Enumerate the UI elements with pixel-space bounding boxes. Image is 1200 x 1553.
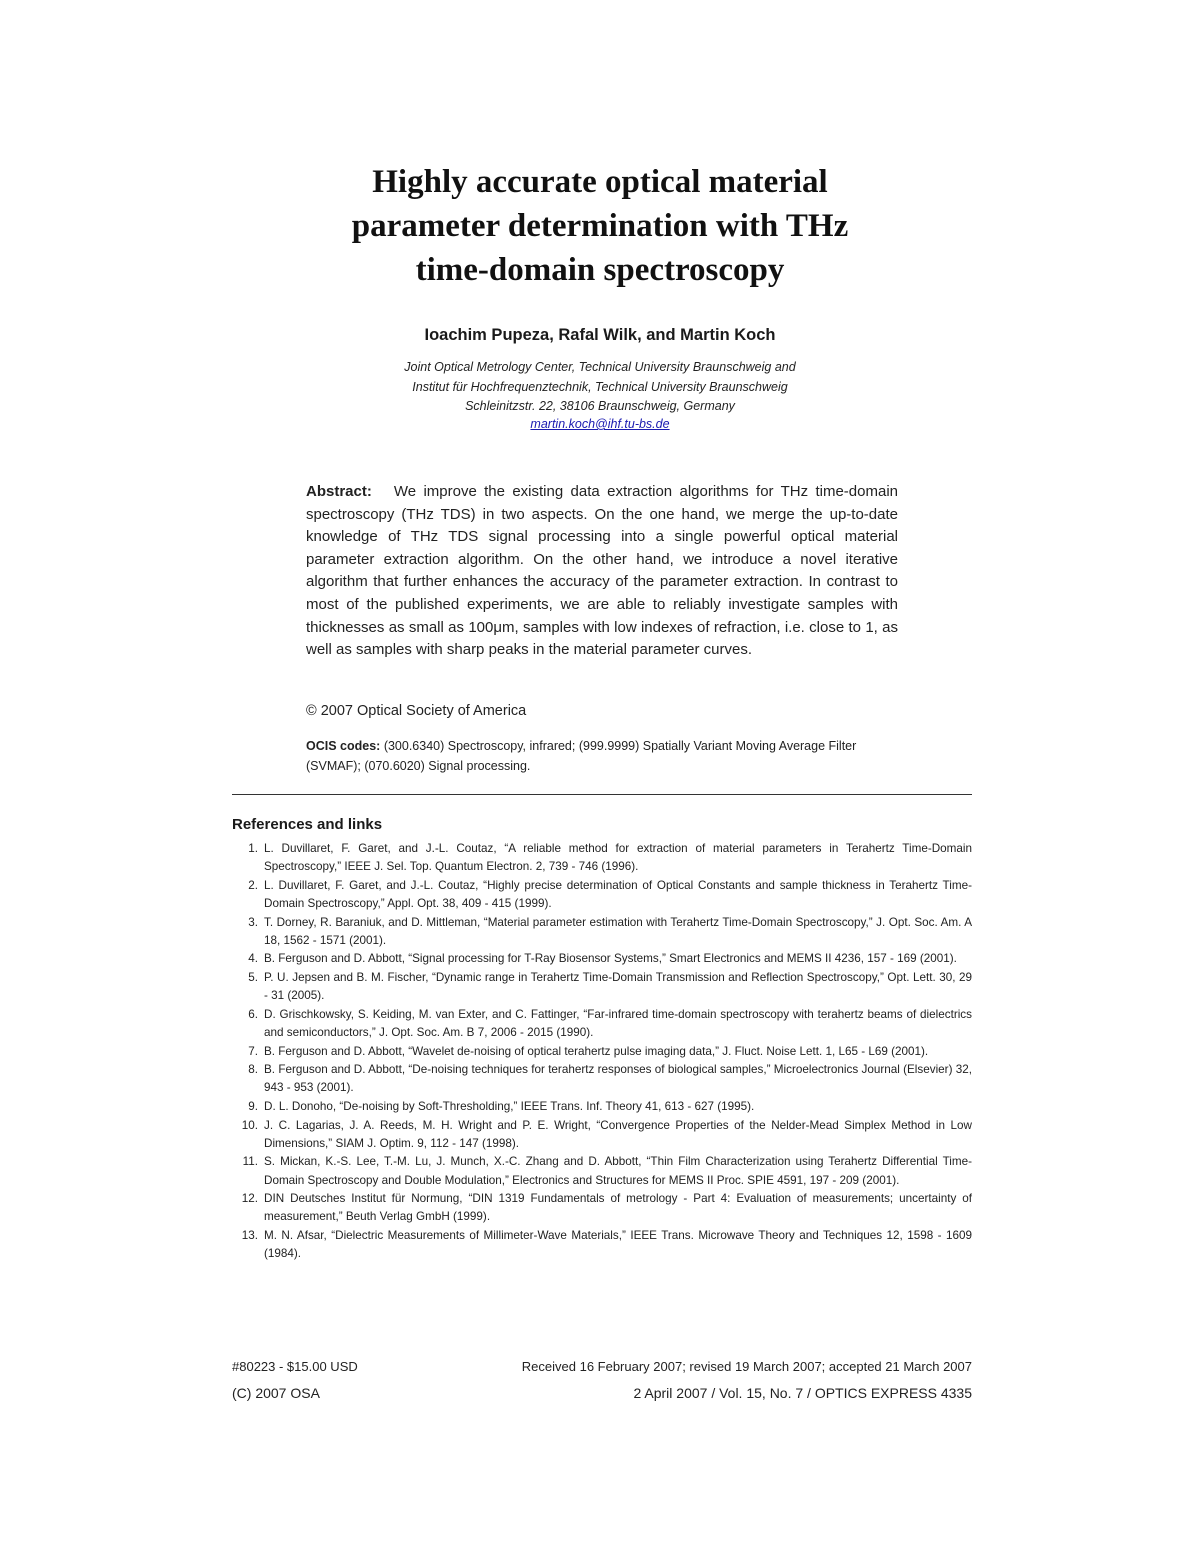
reference-item (232, 914, 972, 950)
reference-item (232, 969, 972, 1005)
reference-item (232, 1227, 972, 1263)
reference-text: P. U. Jepsen and B. M. Fischer, “Dynamic range in Terahertz Time-Domain Transmission and Reflection Spectroscopy,” Opt. Lett. 30, 29 - 31 (2005). (264, 970, 972, 1003)
abstract-text: We improve the existing data extraction algorithms for THz time-domain spectroscopy (THz TDS) in two aspects. On the one hand, we merge the up-to-date knowledge of THz TDS signal processing into a single powerful optical material parameter extraction algorithm. On the other hand, we introduce a novel iterative algorithm that further enhances the accuracy of the parameter extraction. In contrast to most of the published experiments, we are able to reliably investigate samples with thicknesses as small as 100μm, samples with low indexes of refraction, i.e. close to 1, as well as samples with sharp peaks in the material parameter curves. (306, 483, 898, 659)
reference-text: L. Duvillaret, F. Garet, and J.-L. Coutaz, “Highly precise determination of Optical Constants and sample thickness in Terahertz Time-Domain Spectroscopy,” Appl. Opt. 38, 409 - 415 (1999). (264, 878, 972, 910)
journal-citation: 2 April 2007 / Vol. 15, No. 7 / OPTICS EXPRESS 4335 (633, 1385, 972, 1401)
ocis-codes (306, 736, 898, 776)
email-container (200, 417, 1000, 431)
reference-item (232, 1061, 972, 1097)
reference-number: 9. (248, 1099, 258, 1113)
reference-number: 10. (241, 1118, 258, 1132)
reference-number: 3. (248, 915, 258, 929)
abstract (306, 481, 898, 662)
reference-item (232, 1006, 972, 1042)
abstract-label: Abstract: (306, 483, 372, 500)
reference-text: B. Ferguson and D. Abbott, “De-noising techniques for terahertz responses of biological samples,” Microelectronics Journal (Elsevier) 32, 943 - 953 (2001). (264, 1063, 972, 1095)
reference-item (232, 1098, 972, 1116)
reference-item (232, 840, 972, 876)
affiliation-line: Institut für Hochfrequenztechnik, Technical University Braunschweig (412, 379, 788, 394)
reference-number: 4. (248, 952, 258, 966)
affiliation-line: Schleinitzstr. 22, 38106 Braunschweig, Germany (465, 399, 735, 413)
reference-text: S. Mickan, K.-S. Lee, T.-M. Lu, J. Munch, X.-C. Zhang and D. Abbott, “Thin Film Characterization using Terahertz Differential Time-Domain Spectroscopy and Double Modulation,” Electronics and Structures for MEMS II Proc. SPIE 4591, 197 - 209 (2001). (264, 1155, 972, 1187)
reference-number: 8. (248, 1063, 258, 1077)
reference-text: B. Ferguson and D. Abbott, “Signal processing for T-Ray Biosensor Systems,” Smart Electronics and MEMS II 4236, 157 - 169 (2001). (264, 952, 957, 966)
title-line: parameter determination with THz (351, 208, 849, 244)
reference-number: 12. (241, 1192, 258, 1206)
author-list: Ioachim Pupeza, Rafal Wilk, and Martin Koch (424, 326, 776, 344)
references-list (232, 840, 972, 1264)
copyright-notice: © 2007 Optical Society of America (306, 703, 527, 719)
ocis-label: OCIS codes: (306, 739, 381, 753)
reference-text: B. Ferguson and D. Abbott, “Wavelet de-noising of optical terahertz pulse imaging data,” J. Fluct. Noise Lett. 1, L65 - L69 (2001). (264, 1044, 929, 1058)
title-line: time-domain spectroscopy (415, 252, 785, 288)
reference-text: M. N. Afsar, “Dielectric Measurements of Millimeter-Wave Materials,” IEEE Trans. Microwave Theory and Techniques 12, 1598 - 1609 (1984). (264, 1228, 972, 1261)
reference-number: 13. (241, 1228, 258, 1242)
section-divider (232, 794, 972, 795)
affiliation (200, 358, 1000, 417)
reference-number: 1. (248, 842, 258, 855)
received-dates: Received 16 February 2007; revised 19 March 2007; accepted 21 March 2007 (521, 1359, 972, 1374)
reference-number: 2. (248, 878, 258, 892)
osa-copyright: (C) 2007 OSA (232, 1385, 320, 1401)
reference-item (232, 1190, 972, 1226)
reference-item (232, 1043, 972, 1061)
reference-item (232, 1117, 972, 1153)
reference-item (232, 877, 972, 913)
footer-right (460, 1354, 972, 1406)
reference-text: L. Duvillaret, F. Garet, and J.-L. Coutaz, “A reliable method for extraction of material parameters in Terahertz Time-Domain Spectroscopy,” IEEE J. Sel. Top. Quantum Electron. 2, 739 - 746 (1996). (264, 842, 972, 874)
paper-title (200, 160, 1000, 292)
article-id-price: #80223 - $15.00 USD (232, 1359, 358, 1374)
reference-text: D. Grischkowsky, S. Keiding, M. van Exter, and C. Fattinger, “Far-infrared time-domain spectroscopy with terahertz beams of dielectrics and semiconductors,” J. Opt. Soc. Am. B 7, 2006 - 2015 (1990). (264, 1007, 972, 1039)
reference-number: 6. (248, 1007, 258, 1021)
reference-text: DIN Deutsches Institut für Normung, “DIN 1319 Fundamentals of metrology - Part 4: Evaluation of measurements; uncertainty of measurement,” Beuth Verlag GmbH (1999). (264, 1192, 972, 1224)
reference-text: T. Dorney, R. Baraniuk, and D. Mittleman, “Material parameter estimation with Terahertz Time-Domain Spectroscopy,” J. Opt. Soc. Am. A 18, 1562 - 1571 (2001). (264, 915, 972, 947)
reference-text: D. L. Donoho, “De-noising by Soft-Thresholding,” IEEE Trans. Inf. Theory 41, 613 - 627 (1995). (264, 1099, 755, 1113)
title-line: Highly accurate optical material (372, 164, 828, 200)
references-heading: References and links (232, 816, 383, 833)
ocis-text: (300.6340) Spectroscopy, infrared; (999.9999) Spatially Variant Moving Average Filter (SVMAF); (070.6020) Signal processing. (306, 739, 857, 773)
reference-text: J. C. Lagarias, J. A. Reeds, M. H. Wright and P. E. Wright, “Convergence Properties of the Nelder-Mead Simplex Method in Low Dimensions,” SIAM J. Optim. 9, 112 - 147 (1998). (264, 1118, 972, 1150)
reference-item (232, 1153, 972, 1189)
reference-item (232, 950, 972, 968)
email-link[interactable]: martin.koch@ihf.tu-bs.de (530, 417, 670, 431)
reference-number: 7. (248, 1044, 258, 1058)
reference-number: 5. (248, 970, 258, 984)
footer-left (232, 1354, 358, 1406)
affiliation-line: Joint Optical Metrology Center, Technical University Braunschweig and (404, 360, 796, 374)
reference-number: 11. (242, 1155, 258, 1169)
